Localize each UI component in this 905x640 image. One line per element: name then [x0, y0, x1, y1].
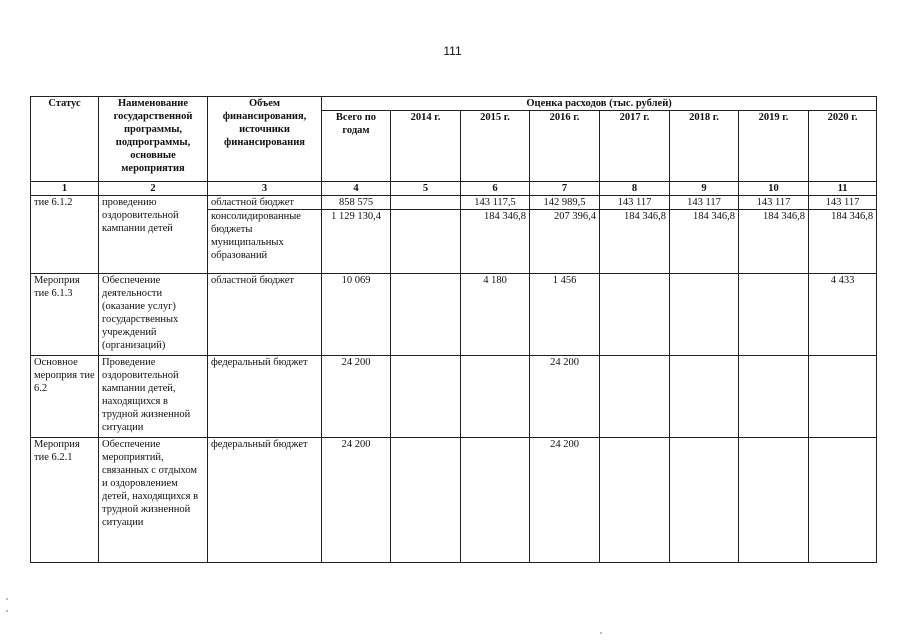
row-value: 184 346,8: [461, 210, 530, 274]
page-number: 111: [443, 44, 462, 58]
row-name: Обеспечение деятельности (оказание услуг) государственных учреждений (организаций): [99, 274, 208, 356]
row-value: 4 180: [461, 274, 530, 356]
row-value: 184 346,8: [670, 210, 739, 274]
row-name: Обеспечение мероприятий, связанных с отдыхом и оздоровлением детей, находящихся в трудной жизненной ситуации: [99, 438, 208, 563]
header-year: 2019 г.: [739, 111, 809, 182]
header-year: 2017 г.: [600, 111, 670, 182]
row-value: [391, 438, 461, 563]
row-value: 184 346,8: [809, 210, 877, 274]
budget-table: [30, 96, 877, 563]
scan-speck: [6, 610, 8, 612]
row-value: 184 346,8: [739, 210, 809, 274]
row-name: Проведение оздоровительной кампании детей, находящихся в трудной жизненной ситуации: [99, 356, 208, 438]
row-value: [391, 274, 461, 356]
column-number: 11: [809, 182, 877, 196]
row-value: [461, 356, 530, 438]
column-number: 8: [600, 182, 670, 196]
row-source: федеральный бюджет: [208, 356, 322, 438]
row-value: [670, 438, 739, 563]
header-total: Всего по годам: [322, 111, 391, 182]
row-total: 858 575: [322, 196, 391, 210]
column-number: 5: [391, 182, 461, 196]
row-source: федеральный бюджет: [208, 438, 322, 563]
row-value: [809, 356, 877, 438]
row-status: тие 6.1.2: [31, 196, 99, 274]
table-row: [31, 438, 877, 563]
row-value: [739, 438, 809, 563]
row-value: 24 200: [530, 438, 600, 563]
row-value: [739, 356, 809, 438]
row-value: [391, 210, 461, 274]
row-value: [461, 438, 530, 563]
column-number: 1: [31, 182, 99, 196]
header-year: 2018 г.: [670, 111, 739, 182]
table-row: [31, 274, 877, 356]
table-row: [31, 356, 877, 438]
row-value: 184 346,8: [600, 210, 670, 274]
row-value: 143 117: [600, 196, 670, 210]
row-total: 24 200: [322, 356, 391, 438]
column-number: 10: [739, 182, 809, 196]
header-name: Наименование государственной программы, подпрограммы, основные мероприятия: [99, 97, 208, 182]
row-value: 143 117: [670, 196, 739, 210]
row-name: проведению оздоровительной кампании детей: [99, 196, 208, 274]
header-year: 2015 г.: [461, 111, 530, 182]
row-source: консолидированные бюджеты муниципальных образований: [208, 210, 322, 274]
row-total: 1 129 130,4: [322, 210, 391, 274]
row-status: Мероприя тие 6.2.1: [31, 438, 99, 563]
row-value: 142 989,5: [530, 196, 600, 210]
row-status: Мероприя тие 6.1.3: [31, 274, 99, 356]
row-value: [809, 438, 877, 563]
row-value: 143 117: [809, 196, 877, 210]
header-status: Статус: [31, 97, 99, 182]
column-number: 4: [322, 182, 391, 196]
row-total: 24 200: [322, 438, 391, 563]
row-value: [670, 356, 739, 438]
header-year: 2016 г.: [530, 111, 600, 182]
table-row: [31, 196, 877, 210]
row-value: 4 433: [809, 274, 877, 356]
column-number: 9: [670, 182, 739, 196]
header-year: 2020 г.: [809, 111, 877, 182]
row-value: [600, 274, 670, 356]
scan-speck: [600, 632, 602, 634]
row-value: [600, 356, 670, 438]
row-value: 143 117,5: [461, 196, 530, 210]
column-number: 6: [461, 182, 530, 196]
row-source: областной бюджет: [208, 196, 322, 210]
header-estimate: Оценка расходов (тыс. рублей): [322, 97, 877, 111]
column-number-row: [31, 182, 877, 196]
column-number: 3: [208, 182, 322, 196]
row-value: 1 456: [530, 274, 600, 356]
row-value: [391, 356, 461, 438]
header-year: 2014 г.: [391, 111, 461, 182]
row-value: 143 117: [739, 196, 809, 210]
row-value: [670, 274, 739, 356]
scan-speck: [6, 598, 8, 600]
row-value: [391, 196, 461, 210]
row-value: 207 396,4: [530, 210, 600, 274]
row-status: Основное мероприя тие 6.2: [31, 356, 99, 438]
column-number: 7: [530, 182, 600, 196]
column-number: 2: [99, 182, 208, 196]
row-source: областной бюджет: [208, 274, 322, 356]
header-volume: Объем финансирования, источники финансирования: [208, 97, 322, 182]
row-value: [739, 274, 809, 356]
row-value: 24 200: [530, 356, 600, 438]
row-value: [600, 438, 670, 563]
row-total: 10 069: [322, 274, 391, 356]
header-row: [31, 97, 877, 111]
